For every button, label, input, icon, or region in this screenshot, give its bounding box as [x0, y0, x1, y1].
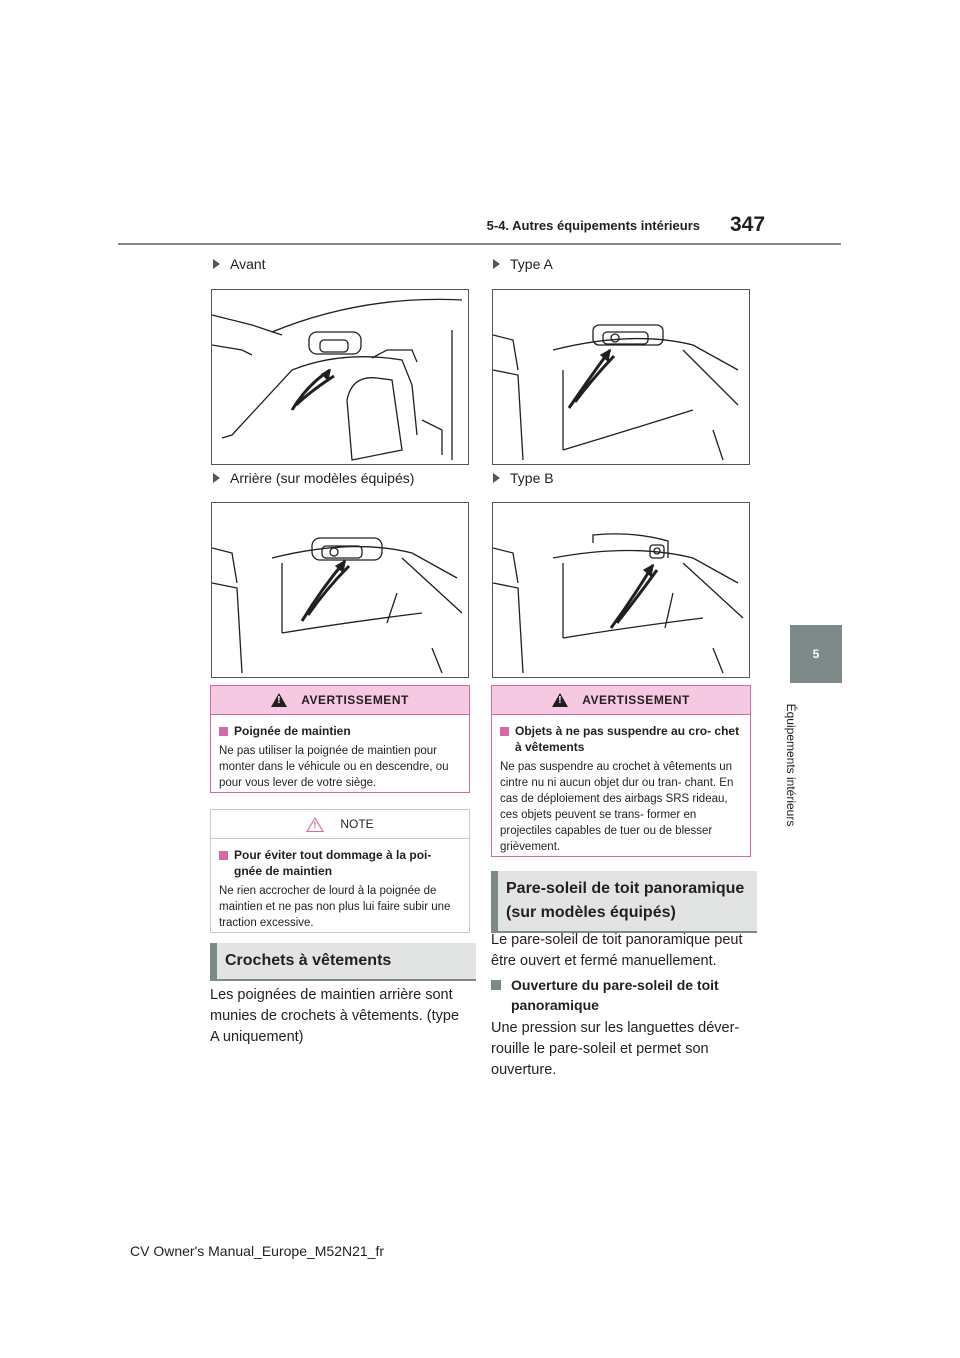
note-header: ! NOTE — [211, 810, 469, 839]
warning-box-grab-handle — [210, 685, 470, 793]
note-box-grab-handle — [210, 809, 470, 933]
header-rule — [118, 243, 841, 245]
caption-arrow-icon — [213, 473, 220, 483]
caption-arrow-icon — [213, 259, 220, 269]
figure-caption-front: Avant — [213, 256, 266, 272]
sunshade-opening-heading: Ouverture du pare-soleil de toit panoramique — [491, 975, 753, 1015]
note-body: Ne rien accrocher de lourd à la poignée de maintien et ne pas non plus lui faire subir une traction excessive. — [219, 885, 451, 929]
warning-icon — [271, 693, 287, 707]
warning-header: ! AVERTISSEMENT — [492, 686, 750, 715]
chapter-label — [771, 690, 811, 840]
type-b-coat-hook-illustration — [492, 502, 750, 678]
footer-text: CV Owner's Manual_Europe_M52N21_fr — [130, 1243, 385, 1259]
section-heading-sunshade: Pare-soleil de toit panoramique (sur modèles équipés) — [491, 871, 757, 933]
sunshade-intro-text: Le pare-soleil de toit panoramique peut être ouvert et fermé manuellement. — [491, 932, 743, 969]
warning-body: Ne pas suspendre au crochet à vêtements un cintre nu ni aucun objet dur ou tran- chant. En cas de déploiement des airbags SRS rideau, ces objets peuvent se trans- former en projectiles capables de tuer ou de blesser grièvement. — [500, 761, 734, 853]
type-a-coat-hook-illustration — [492, 289, 750, 465]
chapter-tab: 5 — [790, 625, 842, 683]
figure-caption-type-b: Type B — [493, 470, 554, 486]
caution-icon — [306, 817, 324, 832]
section-title: 5-4. Autres équipements intérieurs — [486, 218, 700, 233]
front-grab-handle-illustration — [211, 289, 469, 465]
warning-icon — [552, 693, 568, 707]
rear-grab-handle-illustration — [211, 502, 469, 678]
square-bullet-icon — [219, 851, 228, 860]
sunshade-opening-text: Une pression sur les languettes déver- rouille le pare-soleil et permet son ouverture. — [491, 1020, 740, 1078]
section-heading-coat-hooks: Crochets à vêtements — [210, 943, 476, 981]
chapter-label-text: Équipements intérieurs — [784, 703, 798, 827]
figure-caption-type-a: Type A — [493, 256, 553, 272]
square-bullet-icon — [491, 980, 501, 990]
warning-box-coat-hook — [491, 685, 751, 857]
caption-arrow-icon — [493, 473, 500, 483]
warning-header: ! AVERTISSEMENT — [211, 686, 469, 715]
square-bullet-icon — [500, 727, 509, 736]
note-title: Pour éviter tout dommage à la poi- gnée de maintien — [211, 839, 469, 879]
square-bullet-icon — [219, 727, 228, 736]
figure-caption-rear: Arrière (sur modèles équipés) — [213, 470, 414, 486]
warning-title: Objets à ne pas suspendre au cro- chet à vêtements — [492, 715, 750, 755]
warning-title: Poignée de maintien — [211, 715, 469, 739]
warning-body: Ne pas utiliser la poignée de maintien pour monter dans le véhicule ou en descendre, ou pour vous lever de votre siège. — [219, 745, 449, 789]
page-number: 347 — [730, 213, 766, 236]
caption-arrow-icon — [493, 259, 500, 269]
coat-hooks-text: Les poignées de maintien arrière sont munies de crochets à vêtements. (type A uniquement) — [210, 987, 460, 1045]
